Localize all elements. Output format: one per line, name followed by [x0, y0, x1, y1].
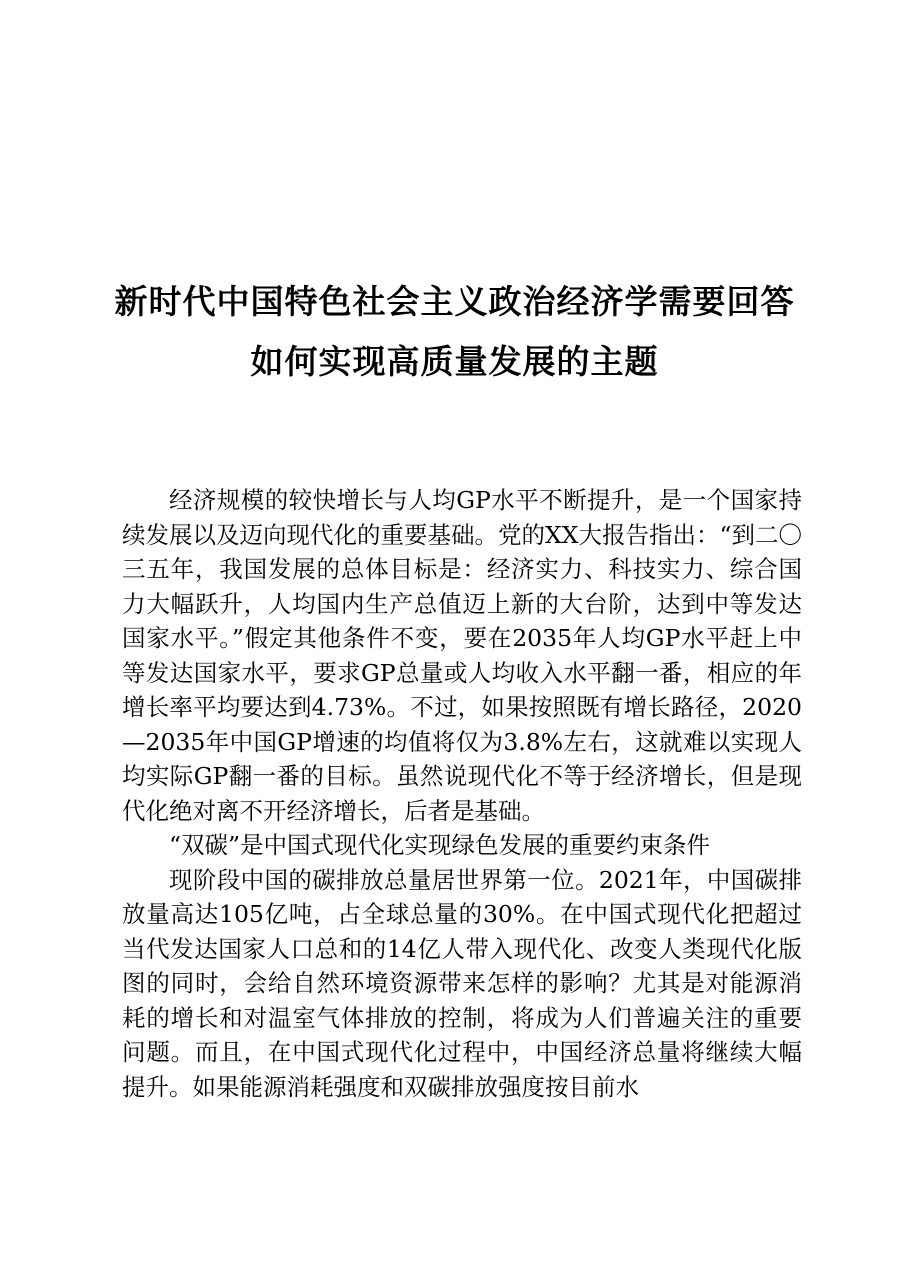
paragraph-economic-growth: 经济规模的较快增长与人均GP水平不断提升，是一个国家持续发展以及迈向现代化的重要基础。党的XX大报告指出：“到二〇三五年，我国发展的总体目标是：经济实力、科技实力、综合国力大幅跃升，人均国内生产总值迈上新的大台阶，达到中等发达国家水平。”假定其他条件不变，要在2035年人均GP水平赶上中等发达国家水平，要求GP总量或人均收入水平翻一番，相应的年增长率平均要达到4.73%。不过，如果按照既有增长路径，2020—2035年中国GP增速的均值将仅为3.8%左右，这就难以实现人均实际GP翻一番的目标。虽然说现代化不等于经济增长，但是现代化绝对离不开经济增长，后者是基础。	[122, 486, 802, 825]
document-title	[100, 272, 809, 392]
title-line-1: 新时代中国特色社会主义政治经济学需要回答	[114, 282, 795, 321]
title-line-2: 如何实现高质量发展的主题	[250, 342, 659, 381]
paragraph-carbon-emissions: 现阶段中国的碳排放总量居世界第一位。2021年，中国碳排放量高达105亿吨，占全球总量的30%。在中国式现代化把超过当代发达国家人口总和的14亿人带入现代化、改变人类现代化版图的同时，会给自然环境资源带来怎样的影响？尤其是对能源消耗的增长和对温室气体排放的控制，将成为人们普遍关注的重要问题。而且，在中国式现代化过程中，中国经济总量将继续大幅提升。如果能源消耗强度和双碳排放强度按目前水	[122, 865, 802, 1101]
section-heading-dual-carbon: “双碳”是中国式现代化实现绿色发展的重要约束条件	[169, 831, 711, 859]
document-body	[122, 483, 802, 1104]
